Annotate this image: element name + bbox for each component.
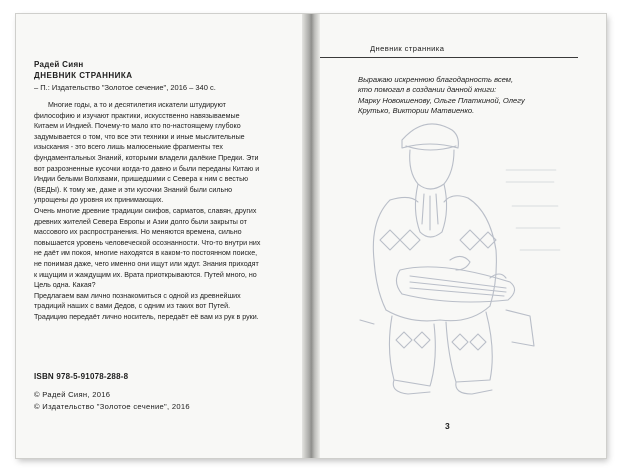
running-head: Дневник странника xyxy=(370,44,445,53)
header-rule xyxy=(320,57,578,58)
paragraph: Предлагаем вам лично познакомиться с одной из древнейших традиций наших с вами Дедов, с одним из таких вот Путей. Традицию передаёт лично носитель, передаёт её вам из рук в руки. xyxy=(34,291,259,321)
author-name: Радей Сиян xyxy=(34,60,84,69)
publisher-line: – П.: Издательство "Золотое сечение", 2016 – 340 с. xyxy=(34,83,216,92)
dedication-line: Выражаю искреннюю благодарность всем, xyxy=(358,75,514,84)
dedication-line: Крутько, Виктории Матвиенко. xyxy=(358,106,475,116)
paragraph: Многие годы, а то и десятилетия искатели штудируют философию и изучают практики, искусственно навязываемые Китаем и Индией. Почему-то мало кто по-настоящему глубоко задумывается о том, что все эти техники и иные мыслительные изыскания - это всего лишь малюсенькие фрагменты тех фундаментальных Знаний, которыми владели далёкие Предки. Эти вот разрозненные кусочки когда-то давно и были переданы Китаю и Индии белыми Волхвами, пришедшими с Севера к ним с вестью (ВЕДЫ). К тому же, даже и эти кусочки Знаний были сильно упрощены до уровня их принимающих. xyxy=(34,101,260,205)
paragraph: Очень многие древние традиции скифов, сарматов, славян, других древних жителей Севера Европы и Азии долго были закрыты от массового их распространения. Но меняются времена, сильно повышается уровень человеческой осознанности. Что-то внутри них не даёт им покоя, многие находятся в каком-то постоянном поиске, не понимая даже, чего именно они ищут или ждут. Знания приходят к ищущим и жаждущим их. Врата приоткрываются. Путей много, но Цель одна. Какая? xyxy=(34,206,261,290)
book-title: ДНЕВНИК СТРАННИКА xyxy=(34,71,133,80)
book-gutter xyxy=(302,14,320,458)
copyright-author: © Радей Сиян, 2016 xyxy=(34,390,111,399)
dedication-line: кто помогал в создании данной книги: xyxy=(358,85,497,95)
page-number: 3 xyxy=(445,421,450,431)
annotation-text xyxy=(34,100,262,322)
elder-illustration-icon xyxy=(330,110,570,400)
isbn: ISBN 978-5-91078-288-8 xyxy=(34,372,129,381)
dedication-line: Марку Новокшенову, Ольге Платкиной, Олегу xyxy=(358,95,525,105)
copyright-publisher: © Издательство "Золотое сечение", 2016 xyxy=(34,402,190,411)
